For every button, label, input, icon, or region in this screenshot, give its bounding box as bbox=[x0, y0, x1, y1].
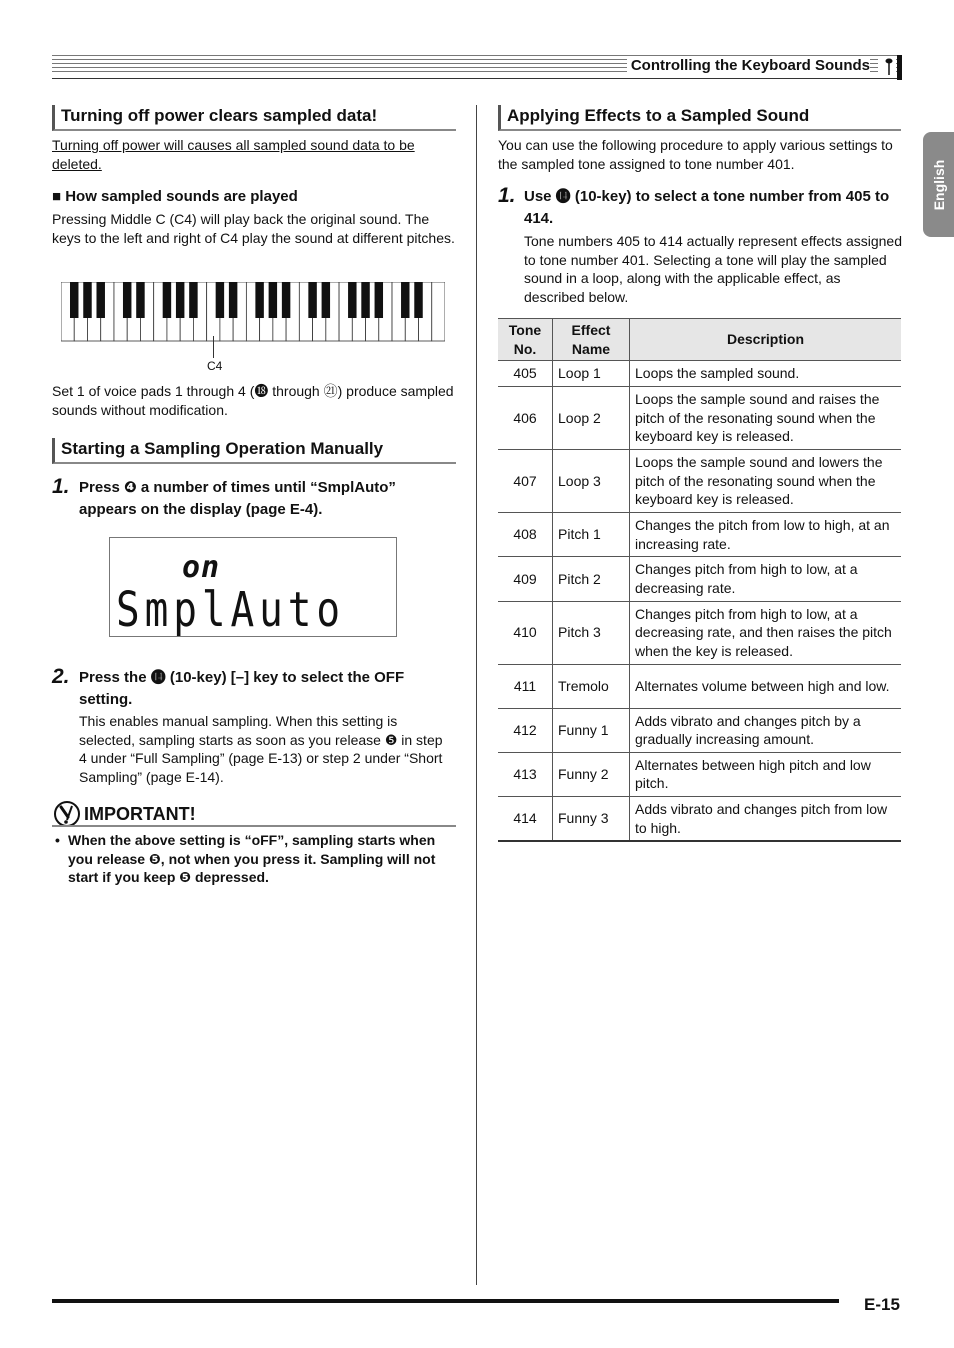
black-key bbox=[348, 282, 356, 318]
black-key bbox=[401, 282, 409, 318]
cell-effect-name: Loop 1 bbox=[553, 361, 630, 387]
cell-effect-name: Loop 2 bbox=[553, 387, 630, 450]
effects-step-1-text: Use ⓮ (10-key) to select a tone number from 405 to 414. bbox=[524, 188, 890, 227]
cell-description: Adds vibrato and changes pitch by a gradually increasing amount. bbox=[630, 708, 902, 752]
important-text: When the above setting is “oFF”, sampling starts when you release ❺, not when you press it. Sampling will not start if you keep ❺ depressed. bbox=[68, 832, 436, 886]
effects-step-1-number: 1. bbox=[498, 184, 516, 207]
cell-description: Adds vibrato and changes pitch from low to high. bbox=[630, 796, 902, 841]
cell-effect-name: Pitch 2 bbox=[553, 557, 630, 601]
white-key bbox=[432, 282, 445, 341]
header-tone-no: Tone No. bbox=[498, 319, 553, 361]
table-row bbox=[498, 450, 901, 513]
table-header-row bbox=[498, 319, 901, 361]
step-2-number: 2. bbox=[52, 665, 70, 688]
cell-description: Changes pitch from high to low, at a decreasing rate. bbox=[630, 557, 902, 601]
keyboard-diagram bbox=[61, 282, 445, 342]
section-heading-power: Turning off power clears sampled data! bbox=[52, 105, 456, 131]
header-effect-name: Effect Name bbox=[553, 319, 630, 361]
section-heading-manual: Starting a Sampling Operation Manually bbox=[52, 438, 456, 464]
step-2-body: This enables manual sampling. When this setting is selected, sampling starts as soon as you release ❺ in step 4 under “Full Sampling” (page E-13) or step 2 under “Short Sampling” (page E-14). bbox=[79, 713, 443, 785]
effects-table bbox=[498, 318, 901, 842]
black-key bbox=[414, 282, 422, 318]
black-key bbox=[70, 282, 78, 318]
cell-effect-name: Tremolo bbox=[553, 664, 630, 708]
cell-tone-no: 408 bbox=[498, 513, 553, 557]
cell-tone-no: 412 bbox=[498, 708, 553, 752]
table-row bbox=[498, 601, 901, 664]
black-key bbox=[361, 282, 369, 318]
black-key bbox=[123, 282, 131, 318]
cell-description: Alternates between high pitch and low pitch. bbox=[630, 752, 902, 796]
cell-effect-name: Pitch 1 bbox=[553, 513, 630, 557]
page-number: E-15 bbox=[864, 1295, 900, 1314]
cell-effect-name: Funny 1 bbox=[553, 708, 630, 752]
table-row bbox=[498, 513, 901, 557]
cell-effect-name: Funny 3 bbox=[553, 796, 630, 841]
cell-tone-no: 411 bbox=[498, 664, 553, 708]
cell-tone-no: 413 bbox=[498, 752, 553, 796]
cell-tone-no: 406 bbox=[498, 387, 553, 450]
table-row bbox=[498, 387, 901, 450]
column-divider bbox=[476, 105, 477, 1285]
cell-tone-no: 409 bbox=[498, 557, 553, 601]
c4-label: C4 bbox=[207, 359, 223, 373]
black-key bbox=[163, 282, 171, 318]
header-title: Controlling the Keyboard Sounds bbox=[627, 57, 870, 74]
black-key bbox=[229, 282, 237, 318]
step-1-text: Press ❹ a number of times until “SmplAuto” appears on the display (page E-4). bbox=[79, 479, 396, 518]
cell-tone-no: 405 bbox=[498, 361, 553, 387]
black-key bbox=[216, 282, 224, 318]
cell-description: Loops the sample sound and raises the pitch of the resonating sound when the keyboard key is released. bbox=[630, 387, 902, 450]
black-key bbox=[176, 282, 184, 318]
step-1-number: 1. bbox=[52, 475, 70, 498]
table-row bbox=[498, 361, 901, 387]
cell-effect-name: Pitch 3 bbox=[553, 601, 630, 664]
cell-description: Changes the pitch from low to high, at an increasing rate. bbox=[630, 513, 902, 557]
header-bar bbox=[897, 55, 902, 80]
table-row bbox=[498, 557, 901, 601]
footer-rule bbox=[52, 1299, 839, 1303]
music-note-icon bbox=[878, 57, 896, 77]
step-2-text: Press the ⓮ (10-key) [–] key to select the OFF setting. bbox=[79, 669, 405, 708]
black-key bbox=[136, 282, 144, 318]
section-heading-effects: Applying Effects to a Sampled Sound bbox=[498, 105, 901, 131]
cell-description: Alternates volume between high and low. bbox=[630, 664, 902, 708]
black-key bbox=[375, 282, 383, 318]
black-key bbox=[255, 282, 263, 318]
cell-description: Loops the sample sound and lowers the pitch of the resonating sound when the keyboard key is released. bbox=[630, 450, 902, 513]
cell-tone-no: 414 bbox=[498, 796, 553, 841]
effects-step-1-body: Tone numbers 405 to 414 actually represent effects assigned to tone number 401. Selecting a tone will play the sampled sound in a loop, along with the applicable effect, as described below. bbox=[524, 233, 902, 305]
table-row bbox=[498, 664, 901, 708]
cell-effect-name: Funny 2 bbox=[553, 752, 630, 796]
how-played-heading: ■ How sampled sounds are played bbox=[52, 188, 298, 205]
how-played-text: Pressing Middle C (C4) will play back the original sound. The keys to the left and right of C4 play the sound at different pitches. bbox=[52, 211, 455, 246]
important-icon bbox=[53, 800, 81, 828]
important-bullet: • bbox=[55, 832, 60, 848]
black-key bbox=[269, 282, 277, 318]
lcd-display bbox=[109, 537, 397, 637]
table-row bbox=[498, 752, 901, 796]
cell-tone-no: 410 bbox=[498, 601, 553, 664]
header-description: Description bbox=[630, 319, 902, 361]
cell-description: Changes pitch from high to low, at a decreasing rate, and then raises the pitch when the key is released. bbox=[630, 601, 902, 664]
important-label: IMPORTANT! bbox=[84, 804, 196, 824]
black-key bbox=[308, 282, 316, 318]
lcd-text: SmplAuto bbox=[116, 582, 345, 638]
c4-pointer bbox=[213, 336, 214, 358]
cell-description: Loops the sampled sound. bbox=[630, 361, 902, 387]
lcd-on-indicator: on bbox=[182, 550, 221, 585]
black-key bbox=[282, 282, 290, 318]
important-rule bbox=[52, 825, 456, 827]
black-key bbox=[322, 282, 330, 318]
black-key bbox=[189, 282, 197, 318]
power-warning-text: Turning off power will causes all sampled sound data to be deleted. bbox=[52, 137, 415, 172]
cell-tone-no: 407 bbox=[498, 450, 553, 513]
black-key bbox=[96, 282, 104, 318]
language-tab bbox=[923, 132, 954, 237]
black-key bbox=[83, 282, 91, 318]
table-row bbox=[498, 796, 901, 841]
language-tab-label: English bbox=[930, 159, 947, 210]
table-row bbox=[498, 708, 901, 752]
effects-intro: You can use the following procedure to apply various settings to the sampled tone assigned to tone number 401. bbox=[498, 137, 893, 172]
cell-effect-name: Loop 3 bbox=[553, 450, 630, 513]
voice-pads-text: Set 1 of voice pads 1 through 4 (⓲ through ㉑) produce sampled sounds without modification. bbox=[52, 383, 454, 418]
